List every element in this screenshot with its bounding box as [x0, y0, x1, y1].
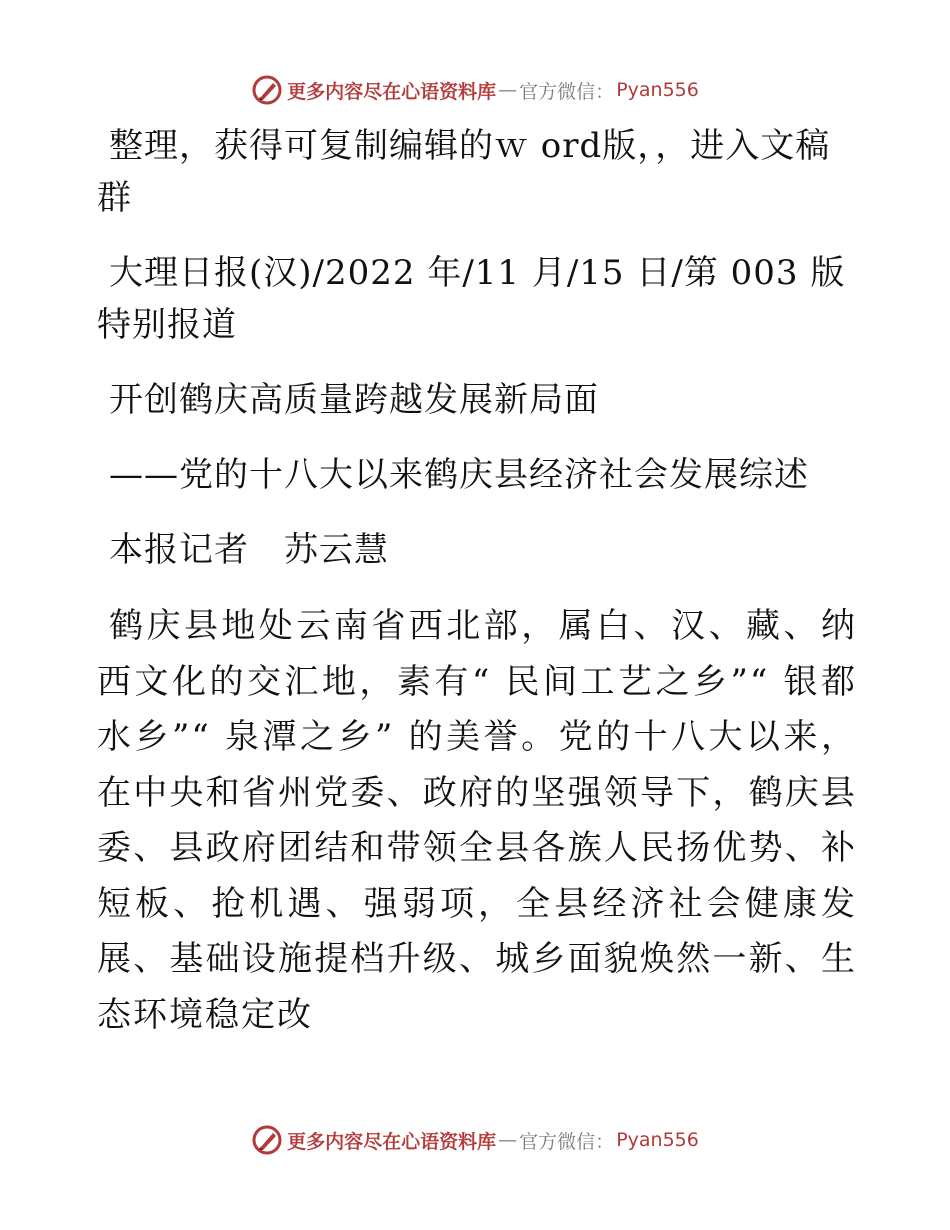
footer-watermark — [0, 1120, 950, 1160]
watermark-wechat-id: Pyan556 — [616, 1129, 699, 1151]
source-line: 大理日报(汉)/2022 年/11 月/15 日/第 003 版特别报道 — [97, 253, 846, 345]
document-content — [97, 120, 857, 1043]
watermark-label: 官方微信： — [519, 80, 615, 103]
watermark-wechat-id: Pyan556 — [616, 79, 699, 101]
watermark-dash: — — [498, 1129, 518, 1151]
watermark-main-text: 更多内容尽在心语资料库 — [287, 80, 497, 103]
article-title: 开创鹤庆高质量跨越发展新局面 — [109, 380, 599, 420]
pen-logo-icon — [251, 74, 283, 106]
byline: 本报记者 苏云慧 — [109, 530, 389, 570]
watermark-label: 官方微信： — [519, 1130, 615, 1153]
watermark-main-text: 更多内容尽在心语资料库 — [287, 1130, 497, 1153]
body-paragraph: 鹤庆县地处云南省西北部，属白、汉、藏、纳西文化的交汇地，素有“ 民间工艺之乡”“ 银都水乡”“ 泉潭之乡” 的美誉。党的十八大以来，在中央和省州党委、政府的坚强领导下，鹤庆县委、县政府团结和带领全县各族人民扬优势、补短板、抢机遇、强弱项，全县经济社会健康发展、基础设施提档升级、城乡面貌焕然一新、生态环境稳定改 — [97, 606, 857, 1035]
header-watermark — [0, 70, 950, 110]
pen-logo-icon — [251, 1124, 283, 1156]
intro-text: 整理，获得可复制编辑的ｗ ord版，，进入文稿群 — [97, 126, 831, 218]
watermark-dash: — — [498, 79, 518, 101]
article-subtitle: ——党的十八大以来鹤庆县经济社会发展综述 — [109, 455, 809, 495]
